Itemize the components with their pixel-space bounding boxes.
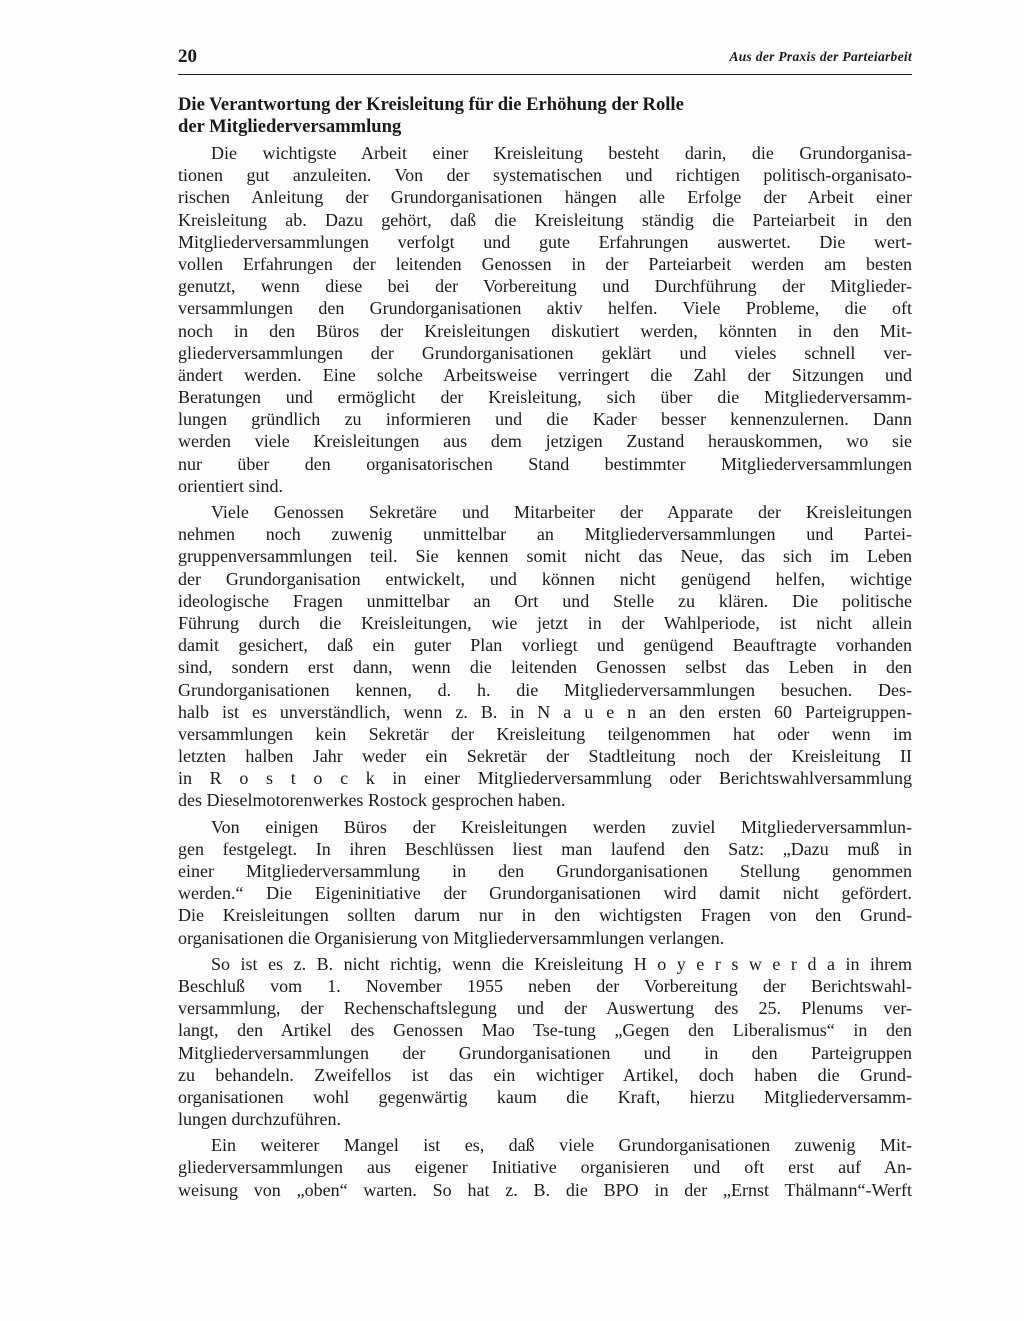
text-line: werden.“ Die Eigeninitiative der Grundorganisationen wird damit nicht gefördert.: [178, 883, 912, 904]
running-head: Aus der Praxis der Parteiarbeit: [729, 49, 912, 64]
text-line: Ein weiterer Mangel ist es, daß viele Grundorganisationen zuwenig Mit-: [211, 1135, 912, 1156]
text-line: versammlung, der Rechenschaftslegung und der Auswertung des 25. Plenums ver-: [178, 998, 912, 1019]
text-line: des Dieselmotorenwerkes Rostock gesprochen haben.: [178, 790, 566, 811]
paragraph: [178, 1134, 912, 1201]
text-line: Führung durch die Kreisleitungen, wie jetzt in der Wahlperiode, ist nicht allein: [178, 612, 912, 633]
text-line: gliederversammlungen aus eigener Initiative organisieren und oft erst auf An-: [178, 1157, 912, 1178]
text-line: lungen gründlich zu informieren und die Kader besser kennenzulernen. Dann: [178, 409, 912, 430]
text-line: halb ist es unverständlich, wenn z. B. in N a u e n an den ersten 60 Parteigruppen-: [178, 701, 912, 722]
paragraph: [178, 953, 912, 1131]
page-number: 20: [178, 46, 197, 67]
text-line: nur über den organisatorischen Stand bestimmter Mitgliederversammlungen: [178, 453, 912, 474]
text-line: versammlungen den Grundorganisationen aktiv helfen. Viele Probleme, die oft: [178, 298, 912, 319]
text-line: Beschluß vom 1. November 1955 neben der Vorbereitung der Berichtswahl-: [178, 975, 912, 996]
text-line: organisationen die Organisierung von Mitgliederversammlungen verlangen.: [178, 927, 725, 948]
paragraph: [178, 142, 912, 497]
text-line: Viele Genossen Sekretäre und Mitarbeiter der Apparate der Kreisleitungen: [211, 502, 912, 522]
text-line: lungen durchzuführen.: [178, 1109, 341, 1130]
text-line: noch in den Büros der Kreisleitungen diskutiert werden, könnten in den Mit-: [178, 320, 912, 341]
text-line: gen festgelegt. In ihren Beschlüssen liest man laufend den Satz: „Dazu muß in: [178, 838, 912, 859]
text-line: sind, sondern erst dann, wenn die leitenden Genossen selbst das Leben in den: [178, 657, 912, 678]
text-line: Kreisleitung ab. Dazu gehört, daß die Kreisleitung ständig die Parteiarbeit in den: [178, 209, 912, 230]
heading-line: Die Verantwortung der Kreisleitung für die Erhöhung der Rolle: [178, 94, 684, 115]
text-line: Grundorganisationen kennen, d. h. die Mitgliederversammlungen besuchen. Des-: [178, 679, 912, 700]
text-line: Mitgliederversammlungen verfolgt und gute Erfahrungen auswertet. Die wert-: [178, 231, 912, 252]
text-line: einer Mitgliederversammlung in den Grundorganisationen Stellung genommen: [178, 861, 912, 881]
text-line: in R o s t o c k in einer Mitgliederversammlung oder Berichtswahlversammlung: [178, 768, 912, 789]
text-line: orientiert sind.: [178, 475, 283, 496]
text-line: Von einigen Büros der Kreisleitungen werden zuviel Mitgliederversammlun-: [211, 816, 912, 837]
paragraph: [178, 816, 912, 949]
text-line: ändert werden. Eine solche Arbeitsweise verringert die Zahl der Sitzungen und: [178, 364, 912, 385]
text-line: weisung von „oben“ warten. So hat z. B. die BPO in der „Ernst Thälmann“-Werft: [178, 1179, 912, 1200]
text-line: vollen Erfahrungen der leitenden Genossen in der Parteiarbeit werden am besten: [178, 253, 912, 274]
text-line: damit gesichert, daß ein guter Plan vorliegt und genügend Beauftragte vorhanden: [178, 635, 912, 656]
text-line: der Grundorganisation entwickelt, und können nicht genügend helfen, wichtige: [178, 568, 912, 589]
text-line: Mitgliederversammlungen der Grundorganisationen und in den Parteigruppen: [178, 1042, 912, 1063]
text-line: Beratungen und ermöglicht der Kreisleitung, sich über die Mitgliederversamm-: [178, 387, 912, 408]
text-line: letzten halben Jahr weder ein Sekretär der Stadtleitung noch der Kreisleitung II: [178, 746, 912, 767]
text-line: Die Kreisleitungen sollten darum nur in den wichtigsten Fragen von den Grund-: [178, 905, 912, 926]
text-line: gliederversammlungen der Grundorganisationen geklärt und vieles schnell ver-: [178, 342, 912, 363]
text-line: So ist es z. B. nicht richtig, wenn die Kreisleitung H o y e r s w e r d a in ihrem: [211, 953, 912, 974]
page-header: [178, 44, 912, 75]
text-line: organisationen wohl gegenwärtig kaum die Kraft, hierzu Mitgliederversamm-: [178, 1086, 912, 1107]
text-line: rischen Anleitung der Grundorganisationen hängen alle Erfolge der Arbeit einer: [178, 187, 912, 208]
text-line: Die wichtigste Arbeit einer Kreisleitung besteht darin, die Grundorganisa-: [211, 143, 912, 163]
text-line: werden viele Kreisleitungen aus dem jetzigen Zustand herauskommen, wo sie: [178, 431, 912, 452]
text-line: langt, den Artikel des Genossen Mao Tse-tung „Gegen den Liberalismus“ in den: [178, 1020, 912, 1041]
text-line: nehmen noch zuwenig unmittelbar an Mitgliederversammlungen und Partei-: [178, 524, 912, 545]
paragraph: [178, 501, 912, 812]
text-line: tionen gut anzuleiten. Von der systematischen und richtigen politisch-organisato-: [178, 165, 912, 186]
heading-line: der Mitgliederversammlung: [178, 116, 402, 137]
text-line: ideologische Fragen unmittelbar an Ort und Stelle zu klären. Die politische: [178, 590, 912, 611]
article-body: [178, 94, 912, 1205]
text-line: zu behandeln. Zweifellos ist das ein wichtiger Artikel, doch haben die Grund-: [178, 1064, 912, 1085]
text-line: genutzt, wenn diese bei der Vorbereitung und Durchführung der Mitglieder-: [178, 276, 912, 297]
text-line: gruppenversammlungen teil. Sie kennen somit nicht das Neue, das sich im Leben: [178, 546, 912, 567]
section-heading: [178, 94, 912, 138]
text-line: versammlungen kein Sekretär der Kreisleitung teilgenommen hat oder wenn im: [178, 723, 912, 744]
